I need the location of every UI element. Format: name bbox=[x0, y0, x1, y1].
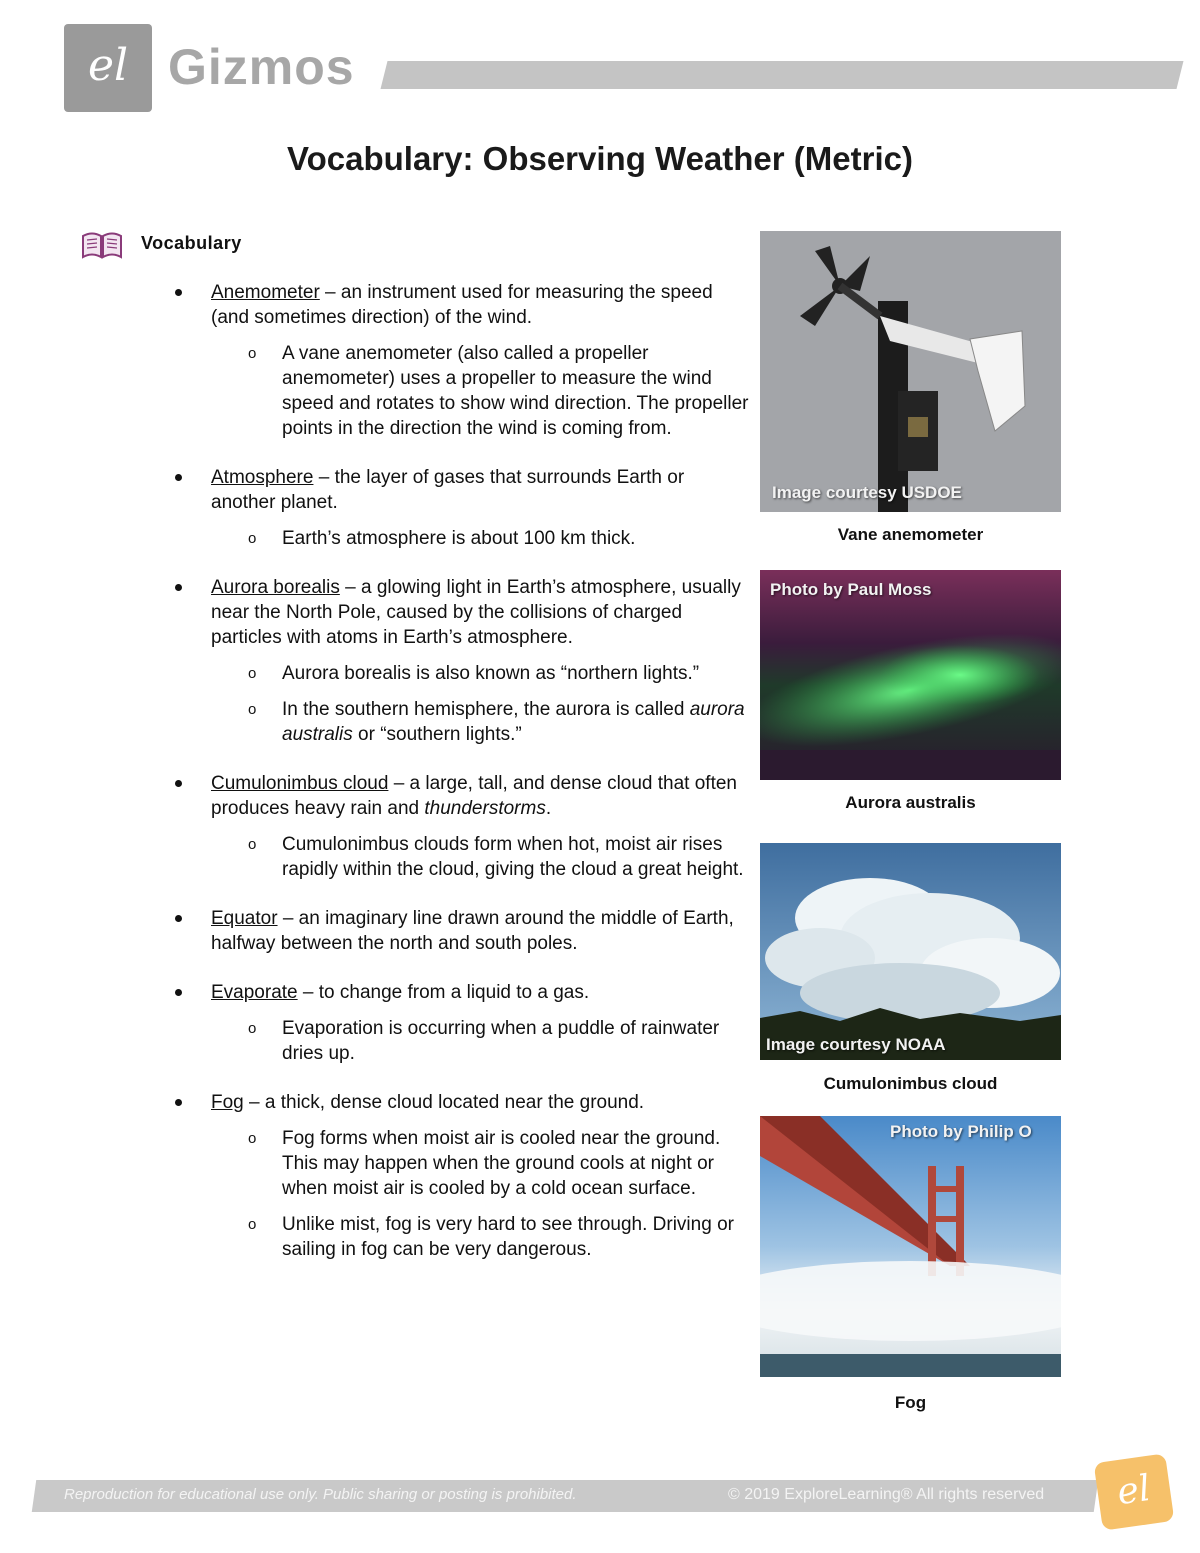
sub-text: A vane anemometer (also called a propeller anemometer) uses a propeller to measure the wind speed and rotates to show wind direction. The propeller points in the direction the wind is coming from. bbox=[282, 343, 749, 439]
figure-caption: Aurora australis bbox=[845, 793, 976, 812]
figure-aurora-australis bbox=[760, 570, 1061, 812]
term-word: Equator bbox=[211, 908, 278, 929]
explorelearning-logo-icon bbox=[1094, 1453, 1175, 1530]
header-bar bbox=[381, 61, 1184, 89]
sub-text: In the southern hemisphere, the aurora is called bbox=[282, 699, 690, 720]
bullet-icon bbox=[175, 584, 182, 591]
bullet-icon bbox=[175, 780, 182, 787]
footer-logo-mark: el bbox=[1114, 1467, 1153, 1514]
sub-bullet-icon: o bbox=[248, 1216, 257, 1233]
term-definition-tail: . bbox=[545, 798, 552, 819]
vocabulary-list bbox=[160, 280, 750, 1276]
bullet-icon bbox=[175, 915, 182, 922]
term-definition-italic: thunderstorms bbox=[424, 798, 546, 819]
logo-mark-text: el bbox=[87, 40, 129, 91]
fog-photo bbox=[760, 1116, 1061, 1377]
bullet-icon bbox=[175, 289, 182, 296]
term-definition: – an instrument used for measuring the speed (and sometimes direction) of the wind. bbox=[211, 282, 713, 328]
term-word: Fog bbox=[211, 1092, 244, 1113]
photo-credit: Image courtesy USDOE bbox=[772, 483, 962, 502]
term-definition: – the layer of gases that surrounds Earth or another planet. bbox=[211, 467, 685, 513]
vane-anemometer-photo bbox=[760, 231, 1061, 512]
term-word: Evaporate bbox=[211, 982, 298, 1003]
term-word: Aurora borealis bbox=[211, 577, 340, 598]
term-sub-item bbox=[160, 1126, 750, 1201]
sub-text: Earth’s atmosphere is about 100 km thick. bbox=[282, 528, 636, 549]
term-word: Atmosphere bbox=[211, 467, 314, 488]
term-definition: – a glowing light in Earth’s atmosphere, usually near the North Pole, caused by the collisions of charged particles with atoms in Earth’s atmosphere. bbox=[211, 577, 741, 648]
term-equator bbox=[160, 906, 750, 956]
term-cumulonimbus-cloud bbox=[160, 771, 750, 882]
sub-text: Evaporation is occurring when a puddle of rainwater dries up. bbox=[282, 1018, 720, 1064]
figure-caption: Vane anemometer bbox=[837, 525, 984, 544]
photo-credit: Photo by Philip O bbox=[890, 1122, 1032, 1141]
photo-credit: Photo by Paul Moss bbox=[770, 580, 932, 599]
section-heading: Vocabulary bbox=[141, 233, 242, 253]
term-aurora-borealis bbox=[160, 575, 750, 747]
sub-bullet-icon: o bbox=[248, 1130, 257, 1147]
sub-bullet-icon: o bbox=[248, 345, 257, 362]
page-title: Vocabulary: Observing Weather (Metric) bbox=[287, 140, 913, 177]
term-sub-item bbox=[160, 1212, 750, 1262]
term-sub-item bbox=[160, 341, 750, 441]
term-anemometer bbox=[160, 280, 750, 441]
footer-copyright: © 2019 ExploreLearning® All rights reserved bbox=[728, 1486, 1045, 1503]
term-definition: – a large, tall, and dense cloud that often produces heavy rain and bbox=[211, 773, 737, 819]
sub-text: Cumulonimbus clouds form when hot, moist air rises rapidly within the cloud, giving the cloud a great height. bbox=[282, 834, 744, 880]
gizmos-logo-text: Gizmos bbox=[168, 39, 355, 95]
open-book-icon bbox=[80, 230, 124, 260]
term-evaporate bbox=[160, 980, 750, 1066]
sub-text: Aurora borealis is also known as “northern lights.” bbox=[282, 663, 700, 684]
sub-bullet-icon: o bbox=[248, 701, 257, 718]
term-definition: – to change from a liquid to a gas. bbox=[297, 982, 590, 1003]
figure-caption: Fog bbox=[894, 1393, 927, 1412]
cumulonimbus-photo bbox=[760, 843, 1061, 1060]
sub-text-italic: aurora australis bbox=[282, 699, 745, 745]
figure-cumulonimbus-cloud bbox=[760, 843, 1061, 1093]
term-sub-item bbox=[160, 526, 750, 551]
gizmos-logo-mark bbox=[64, 24, 152, 112]
term-word: Anemometer bbox=[211, 282, 320, 303]
term-sub-item bbox=[160, 832, 750, 882]
sub-text-tail: or “southern lights.” bbox=[352, 724, 522, 745]
sub-bullet-icon: o bbox=[248, 530, 257, 547]
figure-caption: Cumulonimbus cloud bbox=[823, 1074, 998, 1093]
bullet-icon bbox=[175, 474, 182, 481]
term-definition: – an imaginary line drawn around the middle of Earth, halfway between the north and south poles. bbox=[211, 908, 734, 954]
term-fog bbox=[160, 1090, 750, 1262]
aurora-australis-photo bbox=[760, 570, 1061, 780]
term-word: Cumulonimbus cloud bbox=[211, 773, 389, 794]
footer-disclaimer: Reproduction for educational use only. Public sharing or posting is prohibited. bbox=[64, 1486, 577, 1503]
sub-bullet-icon: o bbox=[248, 665, 257, 682]
figure-vane-anemometer bbox=[760, 231, 1061, 544]
term-sub-item bbox=[160, 661, 750, 686]
figure-fog bbox=[760, 1116, 1061, 1412]
sub-text: Unlike mist, fog is very hard to see through. Driving or sailing in fog can be very dangerous. bbox=[282, 1214, 734, 1260]
term-atmosphere bbox=[160, 465, 750, 551]
term-sub-item bbox=[160, 1016, 750, 1066]
sub-bullet-icon: o bbox=[248, 1020, 257, 1037]
sub-bullet-icon: o bbox=[248, 836, 257, 853]
bullet-icon bbox=[175, 1099, 182, 1106]
bullet-icon bbox=[175, 989, 182, 996]
sub-text: Fog forms when moist air is cooled near the ground. This may happen when the ground cools at night or when moist air is cooled by a cold ocean surface. bbox=[282, 1128, 721, 1199]
term-sub-item bbox=[160, 697, 750, 747]
term-definition: – a thick, dense cloud located near the ground. bbox=[243, 1092, 645, 1113]
photo-credit: Image courtesy NOAA bbox=[766, 1035, 946, 1054]
